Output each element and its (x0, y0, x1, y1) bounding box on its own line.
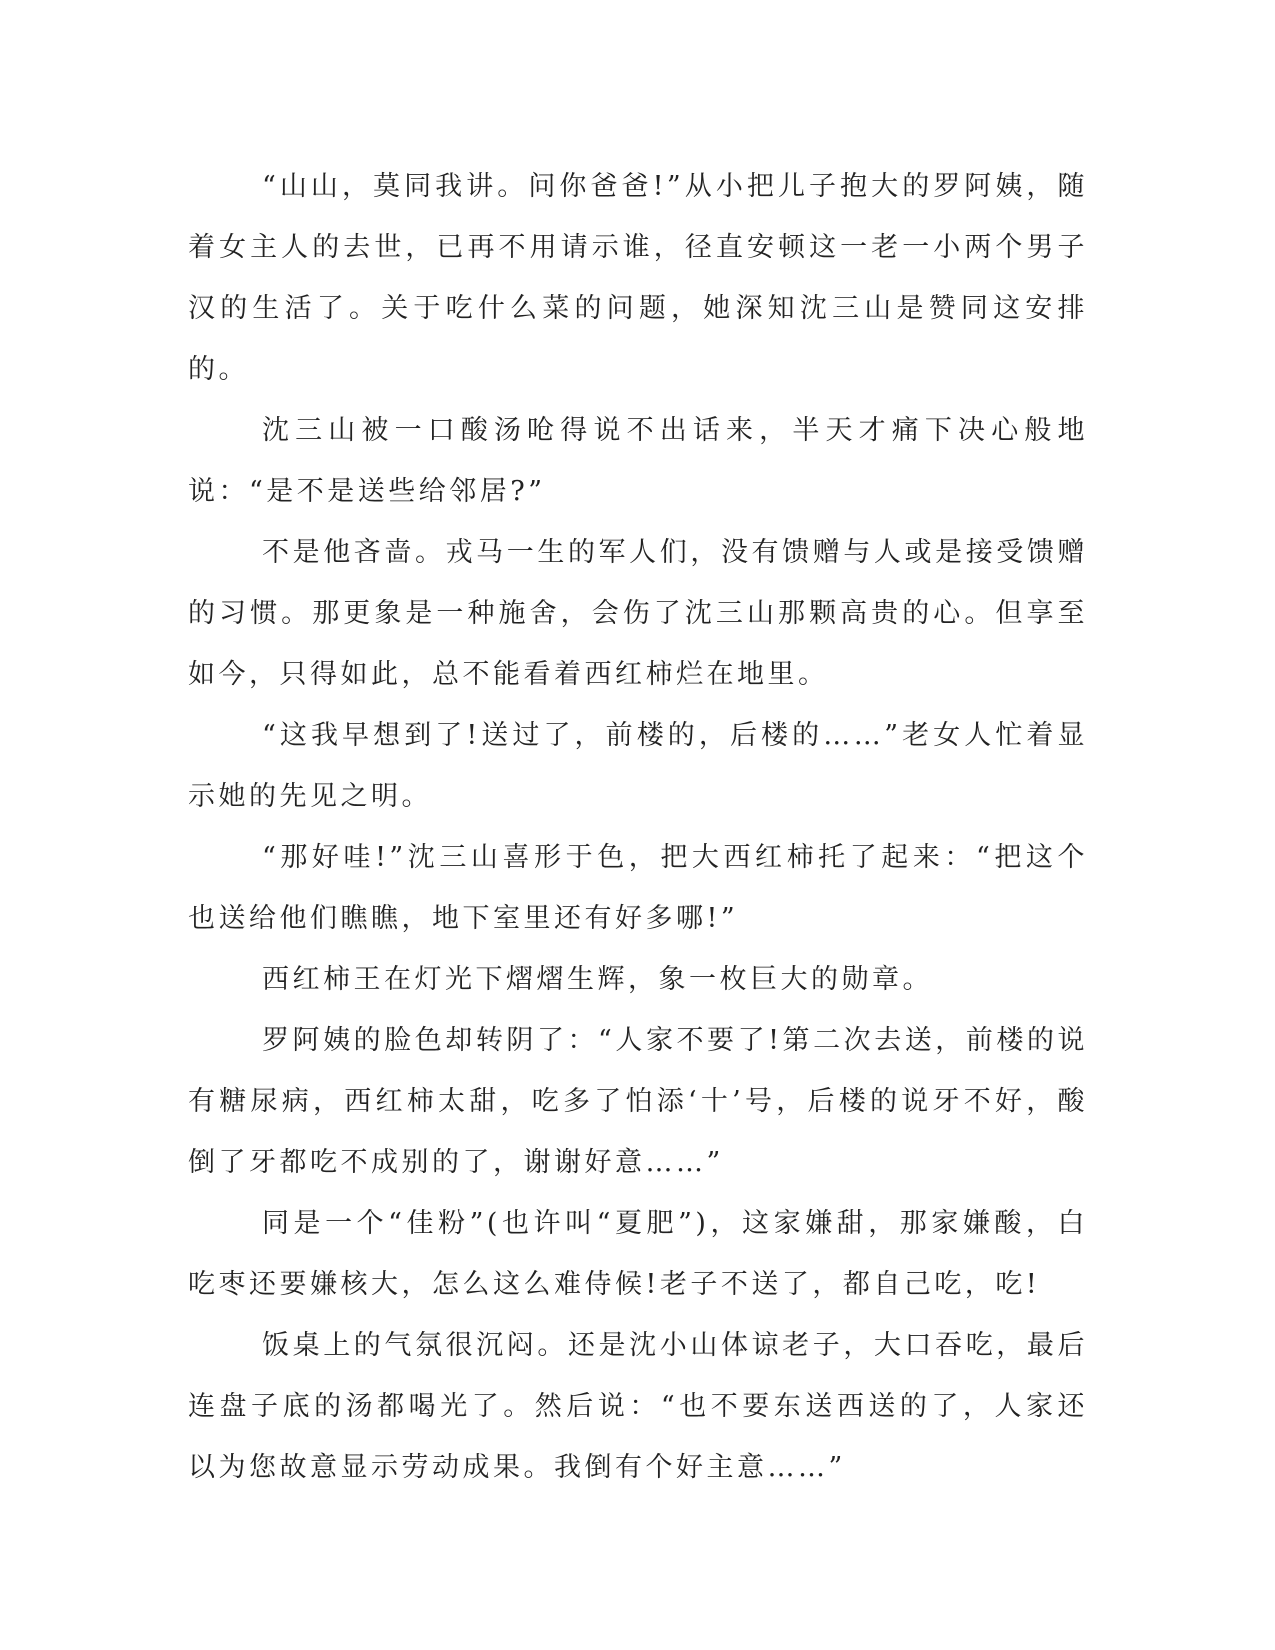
paragraph: “这我早想到了!送过了，前楼的，后楼的……”老女人忙着显示她的先见之明。 (188, 720, 1088, 812)
paragraph: 沈三山被一口酸汤呛得说不出话来，半天才痛下决心般地说：“是不是送些给邻居?” (188, 415, 1088, 507)
paragraph: “山山，莫同我讲。问你爸爸!”从小把儿子抱大的罗阿姨，随着女主人的去世，已再不用请示谁，径直安顿这一老一小两个男子汉的生活了。关于吃什么菜的问题，她深知沈三山是赞同这安排的。 (188, 171, 1088, 385)
paragraph: 不是他吝啬。戎马一生的军人们，没有馈赠与人或是接受馈赠的习惯。那更象是一种施舍，会伤了沈三山那颗高贵的心。但享至如今，只得如此，总不能看着西红柿烂在地里。 (188, 537, 1088, 690)
paragraph: 饭桌上的气氛很沉闷。还是沈小山体谅老子，大口吞吃，最后连盘子底的汤都喝光了。然后说：“也不要东送西送的了，人家还以为您故意显示劳动成果。我倒有个好主意……” (188, 1330, 1088, 1483)
paragraph: 西红柿王在灯光下熠熠生辉，象一枚巨大的勋章。 (262, 964, 933, 995)
paragraph: “那好哇!”沈三山喜形于色，把大西红柿托了起来：“把这个也送给他们瞧瞧，地下室里还有好多哪!” (188, 842, 1088, 934)
paragraph: 罗阿姨的脸色却转阴了：“人家不要了!第二次去送，前楼的说有糖尿病，西红柿太甜，吃多了怕添‘十’号，后楼的说牙不好，酸倒了牙都吃不成别的了，谢谢好意……” (188, 1025, 1088, 1178)
paragraph: 同是一个“佳粉”(也许叫“夏肥”)，这家嫌甜，那家嫌酸，白吃枣还要嫌核大，怎么这么难侍候!老子不送了，都自己吃，吃! (188, 1208, 1088, 1300)
body-text (188, 156, 1088, 1498)
